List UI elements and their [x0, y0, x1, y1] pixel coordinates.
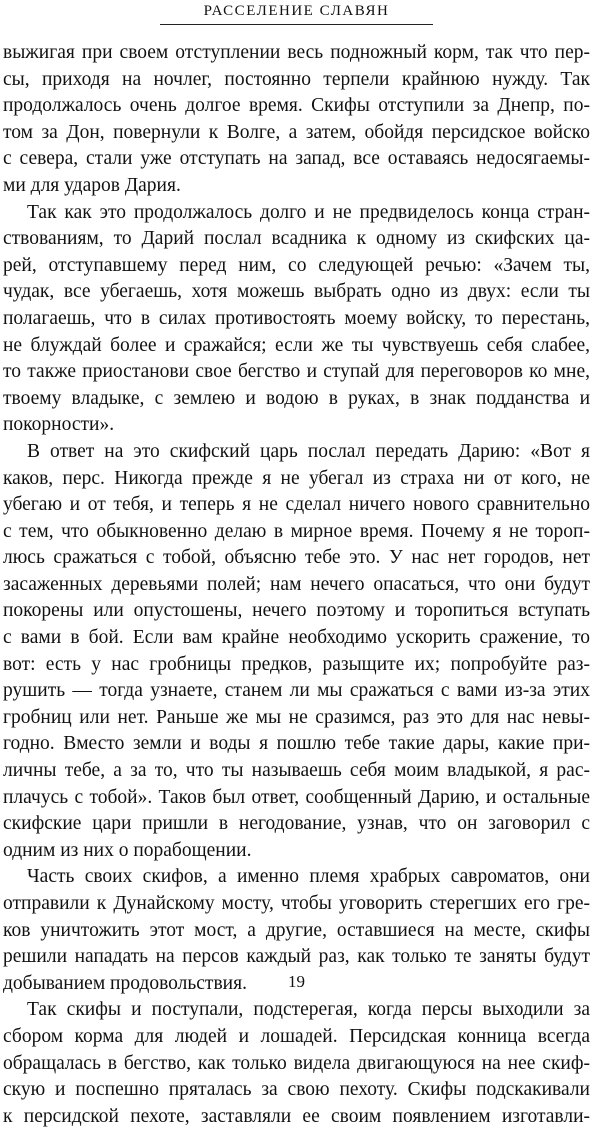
text-line: годно. Вместо земли и воды я пошлю тебе такие дары, какие при- [3, 733, 590, 755]
text-line: покорены или опустошены, нечего поэтому и торопиться вступать [3, 600, 590, 622]
text-line: с севера, стали уже отступать на запад, все оставаясь недосягаемы- [3, 148, 590, 170]
text-line: Часть своих скифов, а именно племя храбрых савроматов, они [27, 866, 590, 888]
text-line: сы, приходя на ночлег, постоянно терпели крайнюю нужду. Так [3, 68, 590, 90]
text-line: гробниц или нет. Раньше же мы не сразимся, раз это для нас невы- [3, 706, 590, 728]
text-line: засаженных деревьями полей; нам нечего опасаться, что они будут [3, 573, 590, 595]
text-line: отправили к Дунайскому мосту, чтобы уговорить стерегших его гре- [3, 893, 590, 914]
text-line: Так как это продолжалось долго и не предвиделось конца стран- [27, 201, 590, 223]
text-line: продолжалось очень долгое время. Скифы отступили за Днепр, по- [3, 95, 590, 117]
page-number: 19 [288, 972, 305, 991]
body-text [3, 40, 590, 1130]
text-line: обращалась в бегство, как только видела двигающуюся на нее скиф- [3, 1052, 590, 1074]
text-line: к персидской пехоте, заставляли ее своим появлением изготавли- [3, 1105, 590, 1127]
text-line: выжигая при своем отступлении весь подножный корм, так что пер- [3, 42, 590, 63]
text-line: чудак, все убегаешь, хотя можешь выбрать одно из двух: если ты [3, 281, 590, 303]
text-line: личны тебе, а за то, что ты называешь себя моим владыкой, я рас- [3, 760, 590, 782]
header-rule [160, 24, 433, 25]
text-line: одним из них о порабощении. [3, 839, 252, 861]
text-line: то также приостанови свое бегство и ступай для переговоров ко мне, [3, 361, 590, 383]
text-line: плачусь с тобой». Таков был ответ, сообщенный Дарию, и остальные [3, 786, 590, 808]
text-line: В ответ на это скифский царь послал передать Дарию: «Вот я [27, 440, 590, 462]
text-line: сбором корма для людей и лошадей. Персидская конница всегда [3, 1025, 590, 1047]
text-line: ми для ударов Дария. [3, 174, 181, 196]
text-line: не блуждай более и сражайся; если же ты чувствуешь себя слабее, [3, 334, 590, 356]
text-line: скифские цари пришли в негодование, узнав, что он заговорил с [3, 813, 590, 835]
text-line: твоему владыке, с землею и водою в руках, в знак подданства и [3, 387, 590, 409]
text-line: решили нападать на персов каждый раз, как только те заняты будут [3, 946, 590, 968]
text-line: покорности». [3, 414, 115, 436]
text-line: рушить — тогда узнаете, станем ли мы сражаться с вами из-за этих [3, 680, 590, 702]
text-line: каков, перс. Никогда прежде я не убегал из страха ни от кого, не [3, 467, 590, 489]
text-line: люсь сражаться с тобой, объясню тебе это. У нас нет городов, нет [3, 547, 590, 569]
text-line: ков уничтожить этот мост, а другие, оставшиеся на месте, скифы [3, 919, 590, 941]
text-line: полагаешь, что в силах противостоять моему войску, то перестань, [3, 307, 590, 329]
running-head-title: РАССЕЛЕНИЕ СЛАВЯН [203, 3, 390, 19]
text-line: добыванием продовольствия. [3, 972, 247, 994]
text-line: рей, отступавшему перед ним, со следующей речью: «Зачем ты, [3, 254, 590, 276]
text-line: вот: есть у нас гробницы предков, разыщите их; попробуйте раз- [3, 653, 590, 675]
text-line: с вами в бой. Если вам крайне необходимо ускорить сражение, то [3, 627, 590, 649]
text-line: том за Дон, повернули к Волге, а затем, обойдя персидское войско [3, 121, 590, 143]
text-line: с тем, что обыкновенно делаю в мирное время. Почему я не тороп- [3, 520, 590, 542]
text-line: убегаю и от тебя, и теперь я не сделал ничего нового сравнительно [3, 494, 590, 516]
text-line: скую и поспешно пряталась за свою пехоту. Скифы подскакивали [3, 1079, 590, 1101]
text-line: Так скифы и поступали, подстерегая, когда персы выходили за [27, 999, 590, 1021]
text-line: ствованиям, то Дарий послал всадника к одному из скифских ца- [3, 228, 590, 250]
